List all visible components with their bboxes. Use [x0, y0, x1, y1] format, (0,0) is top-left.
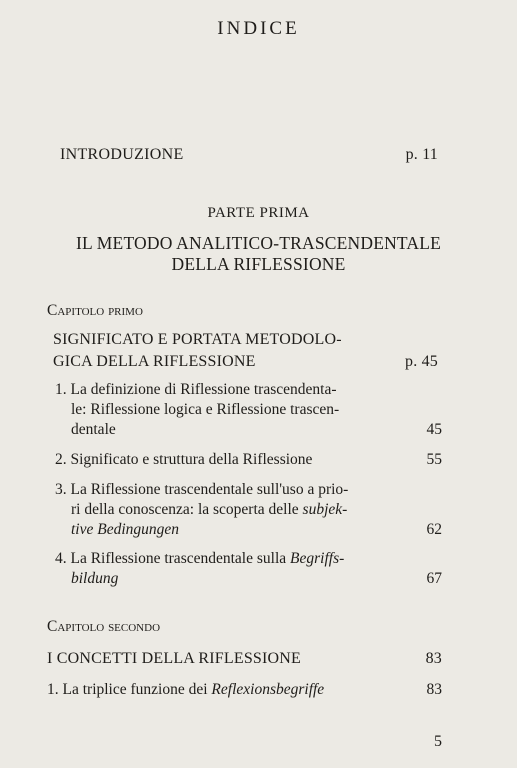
chapter-one-title-line-1: SIGNIFICATO E PORTATA METODOLO- [53, 331, 342, 348]
part-label: PARTE PRIMA [207, 205, 310, 221]
page-title: INDICE [217, 18, 300, 39]
section-1-1-page: 45 [426, 421, 442, 438]
chapter-two-title: I CONCETTI DELLA RIFLESSIONE [47, 650, 302, 667]
section-2-1-line-1: 1. La triplice funzione dei Reflexionsbegriffe [47, 681, 325, 698]
chapter-two-page: 83 [425, 650, 442, 667]
chapter-two-label: Capitolo secondo [47, 618, 161, 635]
section-1-3-line-2: ri della conoscenza: la scoperta delle subjek- [71, 501, 348, 518]
section-1-3-line-1: 3. La Riflessione trascendentale sull'uso a prio- [55, 481, 349, 498]
section-2-1-page: 83 [426, 681, 442, 698]
section-1-3-page: 62 [426, 521, 442, 538]
chapter-one-title-line-2: GICA DELLA RIFLESSIONE [53, 353, 256, 370]
section-1-4-page: 67 [426, 570, 442, 587]
part-title-line-2: DELLA RIFLESSIONE [171, 254, 346, 274]
chapter-one-label: Capitolo primo [47, 302, 143, 319]
section-1-1-line-1: 1. La definizione di Riflessione trascendenta- [55, 381, 337, 398]
section-1-1-line-2: le: Riflessione logica e Riflessione trascen- [71, 401, 340, 418]
section-1-2-page: 55 [426, 451, 442, 468]
part-title-line-1: IL METODO ANALITICO-TRASCENDENTALE [75, 233, 442, 253]
section-1-2-line-1: 2. Significato e struttura della Riflessione [55, 451, 313, 468]
section-1-1-line-3: dentale [71, 421, 116, 438]
page-number: 5 [434, 733, 442, 750]
section-1-4-line-1: 4. La Riflessione trascendentale sulla Begriffs- [55, 550, 345, 567]
section-1-4-line-2: bildung [71, 570, 119, 587]
introduction-entry-page: p. 11 [405, 146, 438, 163]
section-1-3-line-3: tive Bedingungen [71, 521, 180, 538]
chapter-one-page: p. 45 [405, 353, 438, 370]
introduction-entry-label: INTRODUZIONE [60, 146, 184, 163]
